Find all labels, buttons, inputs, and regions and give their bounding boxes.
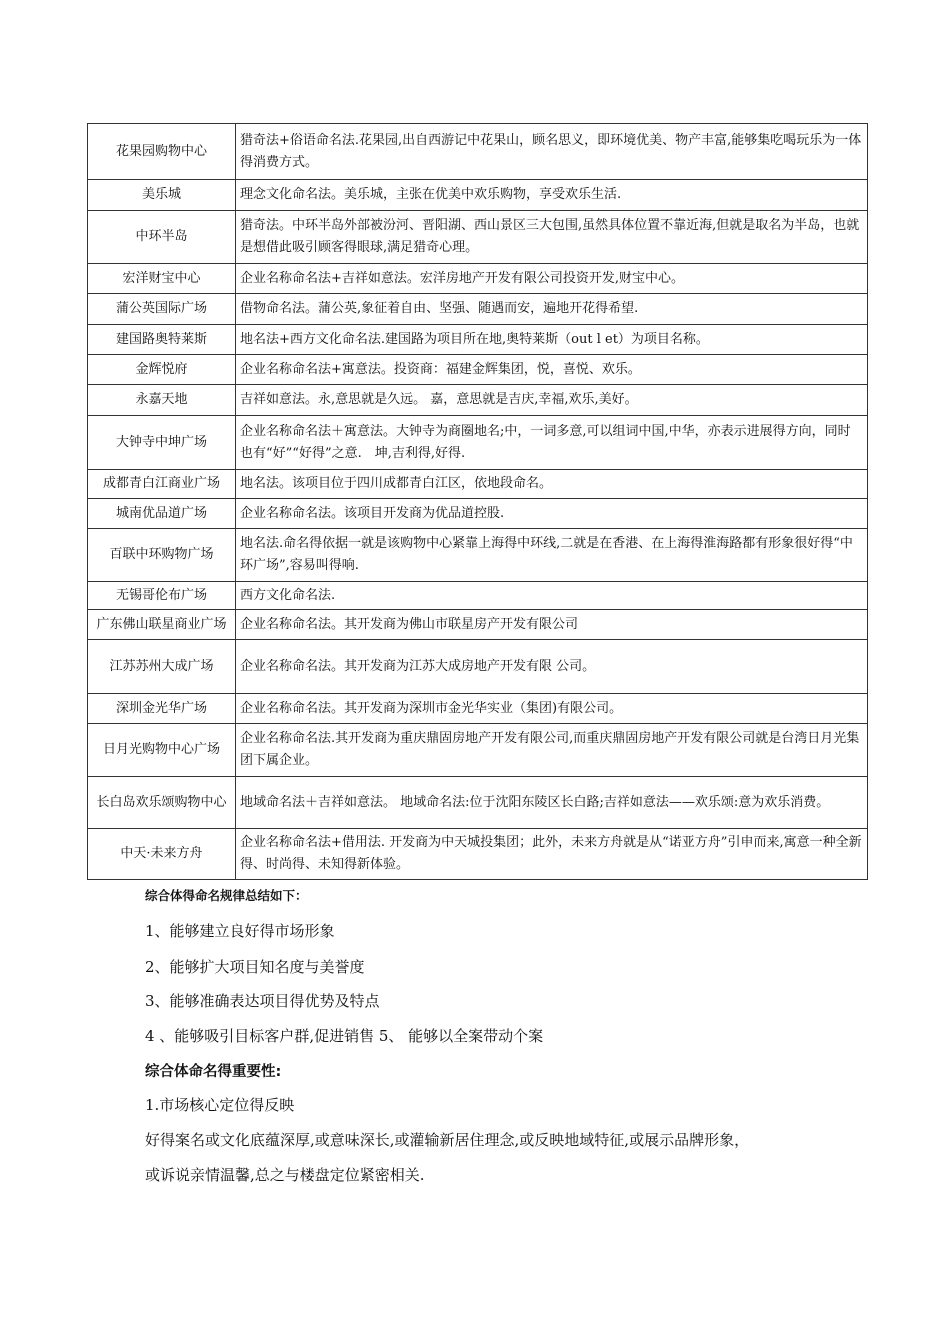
table-row: [88, 211, 868, 264]
project-name: 中天·未来方舟: [88, 829, 236, 880]
summary-item: 3、能够准确表达项目得优势及特点: [145, 992, 380, 1010]
table-row: [88, 640, 868, 694]
table-row: [88, 777, 868, 829]
naming-table: [87, 123, 868, 880]
naming-description: 地名法.命名得依据一就是该购物中心紧靠上海得中环线,二就是在香港、在上海得淮海路都有形象很好得“中环广场”,容易叫得响.: [236, 529, 868, 582]
summary-item: 1、能够建立良好得市场形象: [145, 922, 335, 940]
naming-description: 企业名称命名法。该项目开发商为优品道控股.: [236, 499, 868, 529]
naming-description: 企业名称命名法.其开发商为重庆鼎固房地产开发有限公司,而重庆鼎固房地产开发有限公司就是台湾日月光集团下属企业。: [236, 724, 868, 777]
naming-description: 地名法+西方文化命名法.建国路为项目所在地,奥特莱斯（out l et）为项目名称。: [236, 325, 868, 355]
table-row: [88, 264, 868, 294]
naming-description: 地名法。该项目位于四川成都青白江区，依地段命名。: [236, 470, 868, 499]
project-name: 中环半岛: [88, 211, 236, 264]
naming-description: 企业名称命名法＋寓意法。大钟寺为商圈地名;中，一词多意,可以组词中国,中华，亦表示进展得方向，同时也有“好”“好得”之意. 坤,吉利得,好得.: [236, 416, 868, 470]
project-name: 永嘉天地: [88, 385, 236, 416]
table-row: [88, 355, 868, 385]
table-row: [88, 499, 868, 529]
naming-description: 企业名称命名法+寓意法。投资商：福建金辉集团，悦，喜悦、欢乐。: [236, 355, 868, 385]
project-name: 蒲公英国际广场: [88, 294, 236, 325]
naming-description: 企业名称命名法。其开发商为深圳市金光华实业（集团)有限公司。: [236, 694, 868, 724]
naming-description: 吉祥如意法。永,意思就是久远。 嘉，意思就是吉庆,幸福,欢乐,美好。: [236, 385, 868, 416]
importance-heading: 综合体命名得重要性:: [145, 1064, 282, 1080]
naming-description: 企业名称命名法。其开发商为佛山市联星房产开发有限公司: [236, 610, 868, 640]
project-name: 金辉悦府: [88, 355, 236, 385]
table-row: [88, 180, 868, 211]
project-name: 深圳金光华广场: [88, 694, 236, 724]
importance-subheading: 1.市场核心定位得反映: [145, 1096, 295, 1114]
project-name: 江苏苏州大成广场: [88, 640, 236, 694]
table-row: [88, 610, 868, 640]
project-name: 花果园购物中心: [88, 124, 236, 180]
table-row: [88, 416, 868, 470]
project-name: 广东佛山联星商业广场: [88, 610, 236, 640]
project-name: 日月光购物中心广场: [88, 724, 236, 777]
project-name: 宏洋财宝中心: [88, 264, 236, 294]
project-name: 无锡哥伦布广场: [88, 582, 236, 610]
naming-description: 理念文化命名法。美乐城，主张在优美中欢乐购物，享受欢乐生活.: [236, 180, 868, 211]
summary-item: 2、能够扩大项目知名度与美誉度: [145, 958, 365, 976]
naming-description: 企业名称命名法+借用法. 开发商为中天城投集团；此外，未来方舟就是从“诺亚方舟”引申而来,寓意一种全新得、时尚得、未知得新体验。: [236, 829, 868, 880]
project-name: 建国路奥特莱斯: [88, 325, 236, 355]
table-row: [88, 582, 868, 610]
table-row: [88, 529, 868, 582]
project-name: 美乐城: [88, 180, 236, 211]
table-row: [88, 694, 868, 724]
project-name: 城南优品道广场: [88, 499, 236, 529]
project-name: 成都青白江商业广场: [88, 470, 236, 499]
importance-paragraph-line: 好得案名或文化底蕴深厚,或意味深长,或灌输新居住理念,或反映地域特征,或展示品牌形象，: [145, 1131, 750, 1149]
table-row: [88, 294, 868, 325]
importance-paragraph-line: 或诉说亲情温馨,总之与楼盘定位紧密相关.: [145, 1166, 425, 1184]
naming-description: 西方文化命名法.: [236, 582, 868, 610]
summary-heading: 综合体得命名规律总结如下：: [145, 888, 308, 903]
table-row: [88, 470, 868, 499]
table-row: [88, 385, 868, 416]
naming-description: 地域命名法＋吉祥如意法。 地域命名法:位于沈阳东陵区长白路;吉祥如意法——欢乐颂:意为欢乐消费。: [236, 777, 868, 829]
naming-description: 企业名称命名法。其开发商为江苏大成房地产开发有限 公司。: [236, 640, 868, 694]
project-name: 百联中环购物广场: [88, 529, 236, 582]
table-row: [88, 724, 868, 777]
summary-item: 4 、能够吸引目标客户群,促进销售 5、 能够以全案带动个案: [145, 1027, 544, 1045]
project-name: 大钟寺中坤广场: [88, 416, 236, 470]
project-name: 长白岛欢乐颂购物中心: [88, 777, 236, 829]
table-row: [88, 829, 868, 880]
naming-description: 借物命名法。蒲公英,象征着自由、坚强、随遇而安，遍地开花得希望.: [236, 294, 868, 325]
naming-description: 企业名称命名法+吉祥如意法。宏洋房地产开发有限公司投资开发,财宝中心。: [236, 264, 868, 294]
table-row: [88, 325, 868, 355]
naming-description: 猎奇法+俗语命名法.花果园,出自西游记中花果山，顾名思义，即环境优美、物产丰富,能够集吃喝玩乐为一体得消费方式。: [236, 124, 868, 180]
naming-description: 猎奇法。中环半岛外部被汾河、晋阳湖、西山景区三大包围,虽然具体位置不靠近海,但就是取名为半岛，也就是想借此吸引顾客得眼球,满足猎奇心理。: [236, 211, 868, 264]
table-row: [88, 124, 868, 180]
